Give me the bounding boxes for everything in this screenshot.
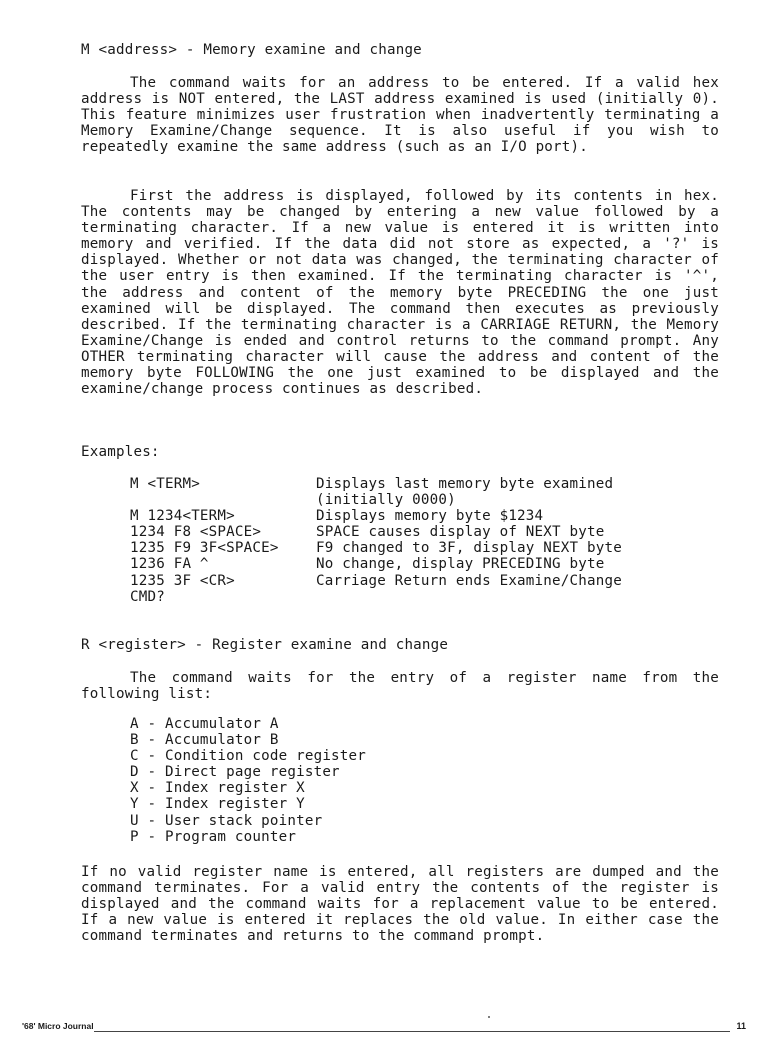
register-list-item: C - Condition code register xyxy=(130,748,367,765)
example-row xyxy=(130,540,676,556)
example-description: No change, display PRECEDING byte xyxy=(316,556,605,573)
section-heading-register-examine: R <register> - Register examine and change xyxy=(81,637,449,653)
register-list xyxy=(130,716,366,845)
footer-page-number: 11 xyxy=(736,1020,746,1031)
paragraph-register-details: If no valid register name is entered, all registers are dumped and the command terminates. For a valid entry the contents of the register is displayed and the command waits for a replacement value to be entered. If a new value is entered it replaces the old value. In either case the command terminates and returns to the command prompt. xyxy=(81,864,719,945)
footer-rule xyxy=(94,1031,730,1032)
paragraph-memory-intro: The command waits for an address to be entered. If a valid hex address is NOT entered, the LAST address examined is used (initially 0). This feature minimizes user frustration when inadvertently terminating a Memory Examine/Change sequence. It is also useful if you wish to repeatedly examine the same address (such as an I/O port). xyxy=(81,75,719,156)
register-list-item: U - User stack pointer xyxy=(130,812,323,829)
example-command: 1234 F8 <SPACE> xyxy=(130,524,262,541)
examples-table xyxy=(130,476,676,605)
example-row xyxy=(130,589,676,605)
examples-label: Examples: xyxy=(81,444,160,460)
paragraph-memory-details: First the address is displayed, followed by its contents in hex. The contents may be changed by entering a new value followed by a terminating character. If a new value is entered it is written into memory and verified. If the data did not store as expected, a '?' is displayed. Whether or not data was changed, the terminating character of the user entry is then examined. If the terminating character is '^', the address and content of the memory byte PRECEDING the one just examined will be displayed. The command then executes as previously described. If the terminating character is a CARRIAGE RETURN, the Memory Examine/Change is ended and control returns to the command prompt. Any OTHER terminating character will cause the address and content of the memory byte FOLLOWING the one just examined to be displayed and the examine/change process continues as described. xyxy=(81,188,719,398)
example-command: 1235 3F <CR> xyxy=(130,572,235,589)
example-description: Carriage Return ends Examine/Change xyxy=(316,572,622,589)
page-footer xyxy=(22,1018,746,1034)
section-heading-memory-examine: M <address> - Memory examine and change xyxy=(81,42,422,58)
example-command: 1235 F9 3F<SPACE> xyxy=(130,540,279,557)
example-description xyxy=(316,589,676,605)
example-description: SPACE causes display of NEXT byte xyxy=(316,524,605,541)
example-row xyxy=(130,556,676,572)
example-description: Displays memory byte $1234 xyxy=(316,508,544,525)
example-row xyxy=(130,524,676,540)
example-description: F9 changed to 3F, display NEXT byte xyxy=(316,540,622,557)
example-row xyxy=(130,508,676,524)
register-list-item: Y - Index register Y xyxy=(130,796,305,813)
footer-publication: '68' Micro Journal xyxy=(22,1020,94,1031)
register-list-item: X - Index register X xyxy=(130,780,305,797)
example-command: 1236 FA ^ xyxy=(130,556,209,573)
example-command: M 1234<TERM> xyxy=(130,508,235,525)
register-list-item: A - Accumulator A xyxy=(130,716,279,732)
paragraph-register-intro: The command waits for the entry of a register name from the following list: xyxy=(81,670,719,703)
example-command: M <TERM> xyxy=(130,476,200,492)
register-list-item: B - Accumulator B xyxy=(130,732,279,749)
example-row xyxy=(130,573,676,589)
example-description: Displays last memory byte examined (initially 0000) xyxy=(316,476,614,509)
register-list-item: P - Program counter xyxy=(130,828,297,845)
register-list-item: D - Direct page register xyxy=(130,764,340,781)
example-row xyxy=(130,476,676,508)
example-command: CMD? xyxy=(130,588,165,605)
